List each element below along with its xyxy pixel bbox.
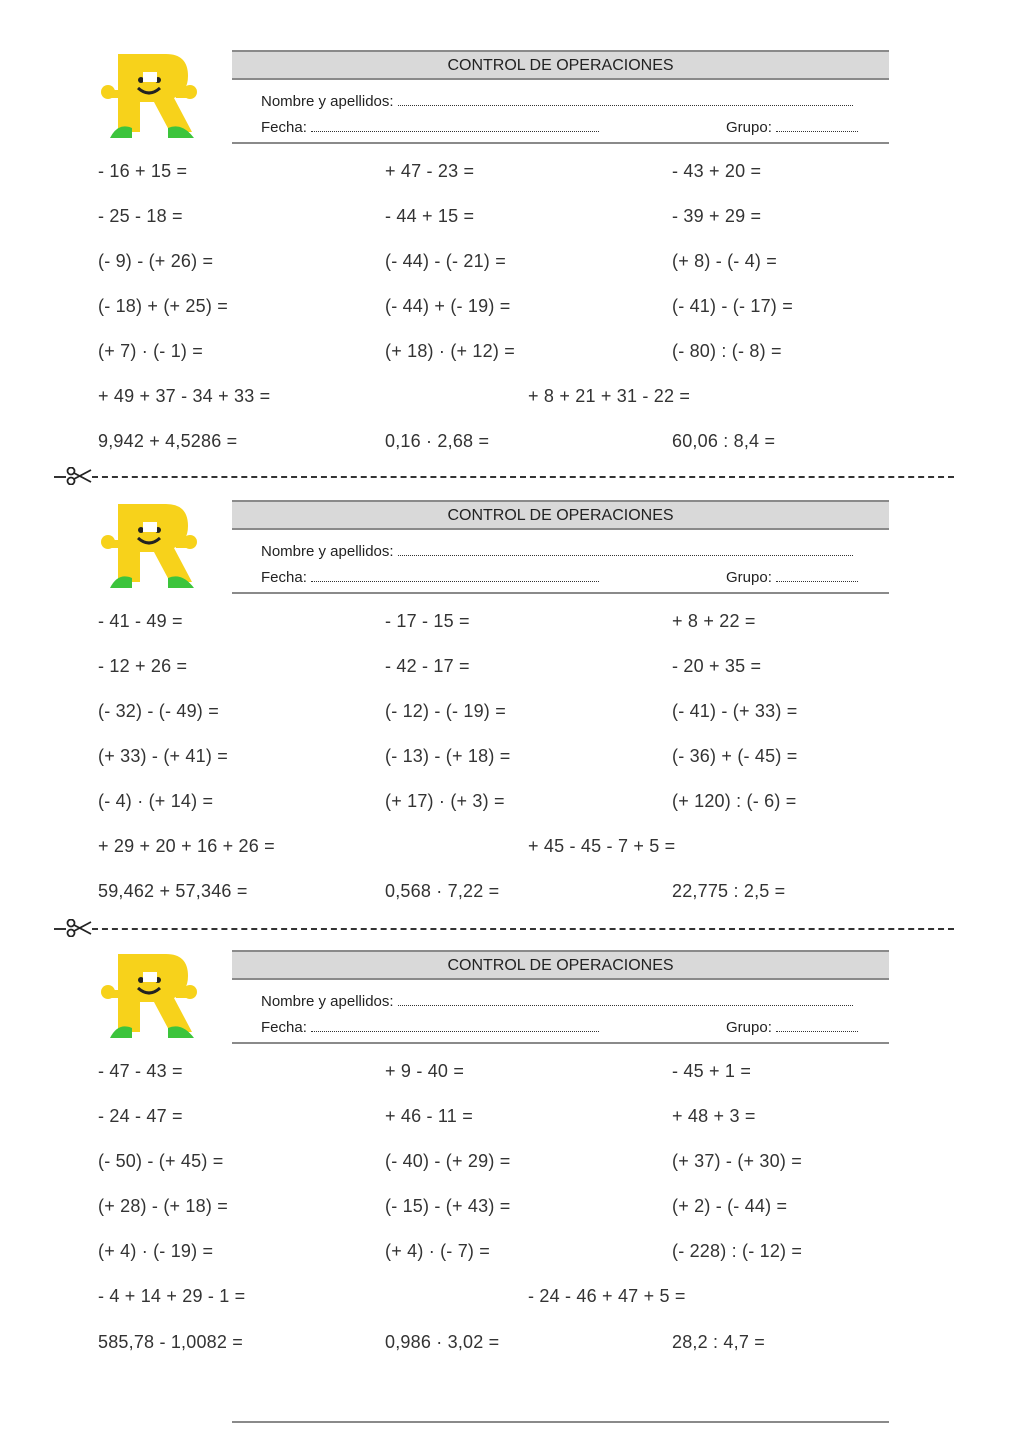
- header-divider: [232, 1042, 889, 1044]
- worksheet-section-1: [0, 50, 1024, 500]
- exercise: (+ 4) · (- 19) =: [98, 1241, 214, 1261]
- exercise: - 12 + 26 =: [98, 656, 188, 676]
- name-blank[interactable]: [398, 95, 853, 106]
- group-blank[interactable]: [776, 571, 858, 582]
- cut-line: [54, 919, 954, 937]
- exercise: 59,462 + 57,346 =: [98, 881, 248, 901]
- scissors-icon: [66, 919, 92, 937]
- exercise: (- 4) · (+ 14) =: [98, 791, 214, 811]
- exercise: (+ 4) · (- 7) =: [385, 1241, 491, 1261]
- date-label: Fecha:: [261, 1019, 307, 1036]
- name-label: Nombre y apellidos:: [261, 93, 394, 110]
- exercise: 0,568 · 7,22 =: [385, 881, 500, 901]
- exercise: - 25 - 18 =: [98, 206, 183, 226]
- date-label: Fecha:: [261, 569, 307, 586]
- name-field[interactable]: [261, 93, 853, 110]
- header-divider: [232, 142, 889, 144]
- exercise: 0,986 · 3,02 =: [385, 1332, 500, 1352]
- date-blank[interactable]: [311, 1021, 599, 1032]
- group-field[interactable]: [726, 119, 858, 136]
- exercise: (- 41) - (+ 33) =: [672, 701, 798, 721]
- exercise: 28,2 : 4,7 =: [672, 1332, 765, 1352]
- exercise: (- 80) : (- 8) =: [672, 341, 782, 361]
- exercise: (+ 28) - (+ 18) =: [98, 1196, 228, 1216]
- exercise: 9,942 + 4,5286 =: [98, 431, 238, 451]
- exercise: - 47 - 43 =: [98, 1061, 183, 1081]
- date-field[interactable]: [261, 119, 599, 136]
- exercise: (- 18) + (+ 25) =: [98, 296, 228, 316]
- exercise: + 47 - 23 =: [385, 161, 475, 181]
- exercise: 0,16 · 2,68 =: [385, 431, 490, 451]
- exercise: - 24 - 47 =: [98, 1106, 183, 1126]
- exercise: (- 41) - (- 17) =: [672, 296, 793, 316]
- exercise: + 29 + 20 + 16 + 26 =: [98, 836, 275, 856]
- exercise: (+ 8) - (- 4) =: [672, 251, 778, 271]
- exercise: (- 228) : (- 12) =: [672, 1241, 803, 1261]
- name-field[interactable]: [261, 993, 853, 1010]
- exercise: (- 32) - (- 49) =: [98, 701, 219, 721]
- exercise: (+ 2) - (- 44) =: [672, 1196, 788, 1216]
- letter-r-mascot-icon: [96, 950, 200, 1042]
- exercise: - 39 + 29 =: [672, 206, 762, 226]
- exercise: (- 36) + (- 45) =: [672, 746, 798, 766]
- date-blank[interactable]: [311, 571, 599, 582]
- name-field[interactable]: [261, 543, 853, 560]
- exercise: - 24 - 46 + 47 + 5 =: [528, 1286, 686, 1306]
- exercise: - 20 + 35 =: [672, 656, 762, 676]
- exercise: (- 50) - (+ 45) =: [98, 1151, 224, 1171]
- letter-r-mascot-icon: [96, 500, 200, 592]
- group-label: Grupo:: [726, 119, 772, 136]
- header-divider: [232, 592, 889, 594]
- exercise: - 41 - 49 =: [98, 611, 183, 631]
- name-label: Nombre y apellidos:: [261, 543, 394, 560]
- group-label: Grupo:: [726, 569, 772, 586]
- exercise: - 44 + 15 =: [385, 206, 475, 226]
- exercise: - 43 + 20 =: [672, 161, 762, 181]
- exercise: + 46 - 11 =: [385, 1106, 473, 1126]
- name-label: Nombre y apellidos:: [261, 993, 394, 1010]
- exercise: 22,775 : 2,5 =: [672, 881, 786, 901]
- group-blank[interactable]: [776, 1021, 858, 1032]
- exercise: + 9 - 40 =: [385, 1061, 465, 1081]
- exercise: (+ 7) · (- 1) =: [98, 341, 204, 361]
- exercise: 60,06 : 8,4 =: [672, 431, 776, 451]
- exercise: - 17 - 15 =: [385, 611, 470, 631]
- exercise: (- 44) - (- 21) =: [385, 251, 506, 271]
- letter-r-mascot-icon: [96, 50, 200, 142]
- exercise: - 45 + 1 =: [672, 1061, 752, 1081]
- exercise: (- 44) + (- 19) =: [385, 296, 511, 316]
- date-label: Fecha:: [261, 119, 307, 136]
- group-blank[interactable]: [776, 121, 858, 132]
- exercise: (+ 17) · (+ 3) =: [385, 791, 505, 811]
- group-field[interactable]: [726, 569, 858, 586]
- worksheet-section-3: [0, 950, 1024, 1400]
- cut-line: [54, 467, 954, 485]
- date-field[interactable]: [261, 1019, 599, 1036]
- scissors-icon: [66, 467, 92, 485]
- exercise: - 4 + 14 + 29 - 1 =: [98, 1286, 246, 1306]
- exercise: (- 15) - (+ 43) =: [385, 1196, 511, 1216]
- group-label: Grupo:: [726, 1019, 772, 1036]
- worksheet-section-2: [0, 500, 1024, 950]
- exercise: (+ 120) : (- 6) =: [672, 791, 797, 811]
- exercise: (- 13) - (+ 18) =: [385, 746, 511, 766]
- header-title: CONTROL DE OPERACIONES: [232, 950, 889, 980]
- exercise: (- 12) - (- 19) =: [385, 701, 506, 721]
- footer-divider: [232, 1421, 889, 1423]
- name-blank[interactable]: [398, 995, 853, 1006]
- exercise: (+ 18) · (+ 12) =: [385, 341, 515, 361]
- exercise: (- 40) - (+ 29) =: [385, 1151, 511, 1171]
- exercise: 585,78 - 1,0082 =: [98, 1332, 244, 1352]
- exercise: + 48 + 3 =: [672, 1106, 756, 1126]
- exercise: - 42 - 17 =: [385, 656, 470, 676]
- date-blank[interactable]: [311, 121, 599, 132]
- exercise: (+ 37) - (+ 30) =: [672, 1151, 802, 1171]
- exercise: + 8 + 22 =: [672, 611, 756, 631]
- date-field[interactable]: [261, 569, 599, 586]
- name-blank[interactable]: [398, 545, 853, 556]
- group-field[interactable]: [726, 1019, 858, 1036]
- exercise: (+ 33) - (+ 41) =: [98, 746, 228, 766]
- header-title: CONTROL DE OPERACIONES: [232, 50, 889, 80]
- exercise: + 49 + 37 - 34 + 33 =: [98, 386, 271, 406]
- exercise: (- 9) - (+ 26) =: [98, 251, 214, 271]
- exercise: + 8 + 21 + 31 - 22 =: [528, 386, 691, 406]
- exercise: + 45 - 45 - 7 + 5 =: [528, 836, 676, 856]
- exercise: - 16 + 15 =: [98, 161, 188, 181]
- header-title: CONTROL DE OPERACIONES: [232, 500, 889, 530]
